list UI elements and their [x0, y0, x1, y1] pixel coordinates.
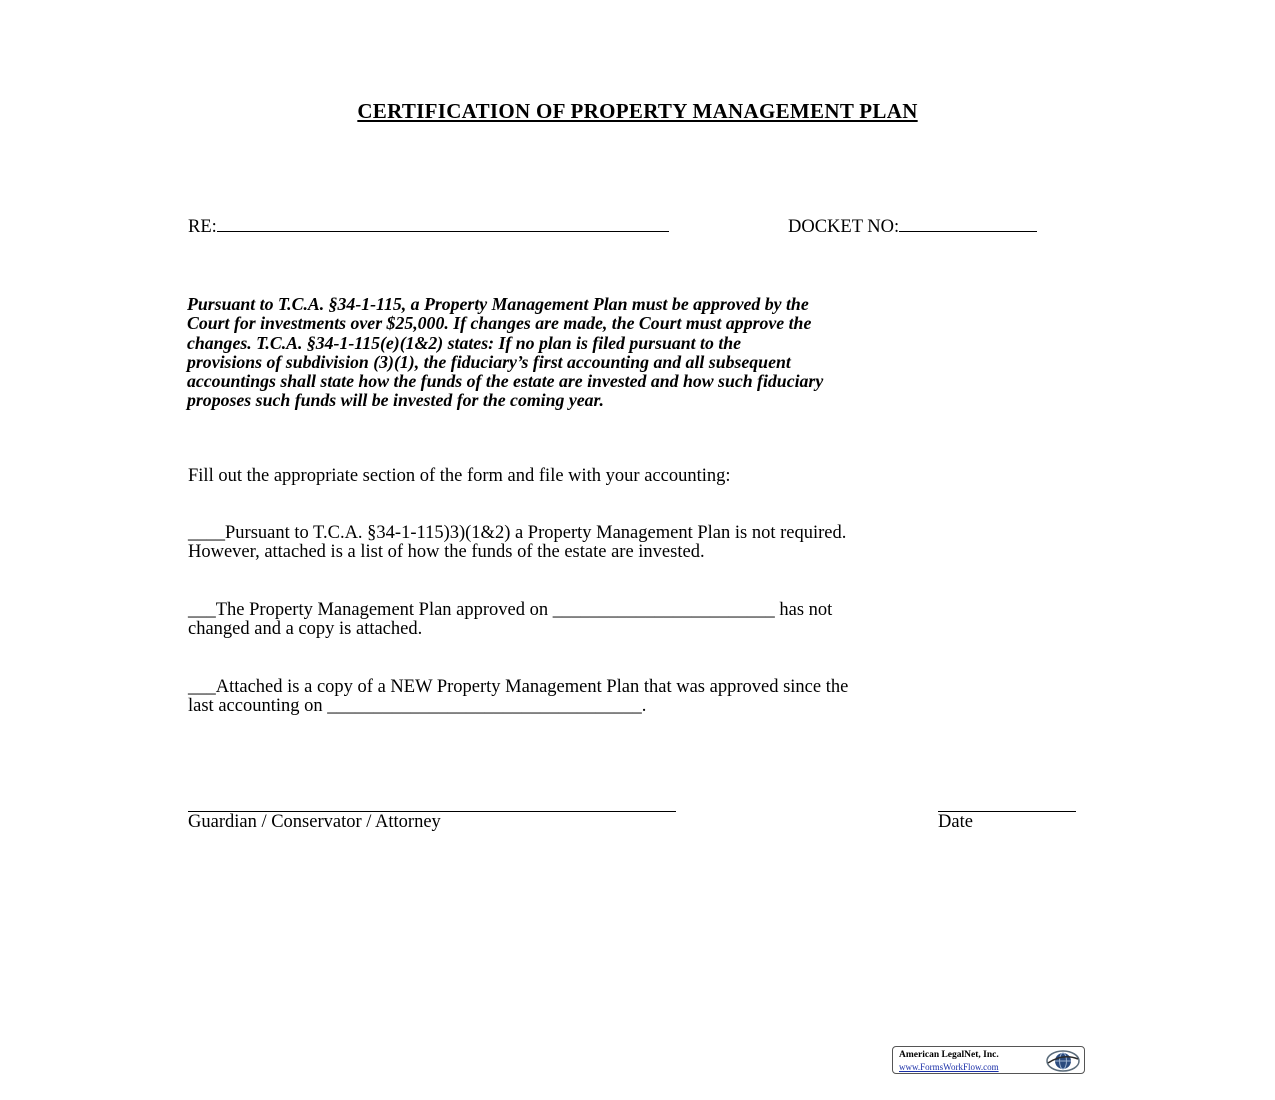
signature-label: Guardian / Conservator / Attorney	[188, 812, 441, 832]
globe-logo-icon	[1045, 1049, 1081, 1073]
badge-url-link[interactable]: www.FormsWorkFlow.com	[899, 1062, 999, 1072]
option-line: ___Attached is a copy of a NEW Property Management Plan that was approved since the	[188, 677, 849, 697]
date-label: Date	[938, 812, 973, 832]
option-line: ____Pursuant to T.C.A. §34-1-115)3)(1&2) a Property Management Plan is not required.	[188, 523, 847, 543]
docket-blank-line[interactable]	[899, 218, 1037, 232]
option-line: ___The Property Management Plan approved on ________________________ has not	[188, 600, 833, 620]
notice-line: provisions of subdivision (3)(1), the fiduciary’s first accounting and all subsequent	[187, 351, 791, 372]
re-field	[188, 217, 669, 238]
notice-line: accountings shall state how the funds of the estate are invested and how such fiduciary	[187, 371, 824, 392]
option-new-plan	[188, 678, 848, 717]
option-not-required	[188, 524, 846, 563]
re-label: RE:	[188, 217, 217, 237]
option-line: However, attached is a list of how the funds of the estate are invested.	[188, 542, 705, 563]
notice-line: changes. T.C.A. §34-1-115(e)(1&2) states: If no plan is filed pursuant to the	[187, 332, 742, 353]
option-line: last accounting on __________________________________.	[188, 696, 647, 717]
option-line: changed and a copy is attached.	[188, 619, 423, 640]
document-title: CERTIFICATION OF PROPERTY MANAGEMENT PLAN	[357, 99, 918, 123]
option-plan-unchanged	[188, 601, 832, 640]
footer-badge[interactable]	[892, 1046, 1085, 1074]
statute-notice	[187, 295, 1087, 411]
notice-line: Pursuant to T.C.A. §34-1-115, a Property Management Plan must be approved by the	[187, 294, 809, 314]
re-blank-line[interactable]	[217, 218, 669, 232]
notice-line: proposes such funds will be invested for the coming year.	[187, 390, 604, 411]
badge-company: American LegalNet, Inc.	[899, 1050, 999, 1060]
docket-label: DOCKET NO:	[788, 217, 900, 237]
instruction-text: Fill out the appropriate section of the form and file with your accounting:	[188, 466, 731, 486]
docket-field	[788, 217, 1037, 238]
notice-line: Court for investments over $25,000. If changes are made, the Court must approve the	[187, 313, 812, 334]
